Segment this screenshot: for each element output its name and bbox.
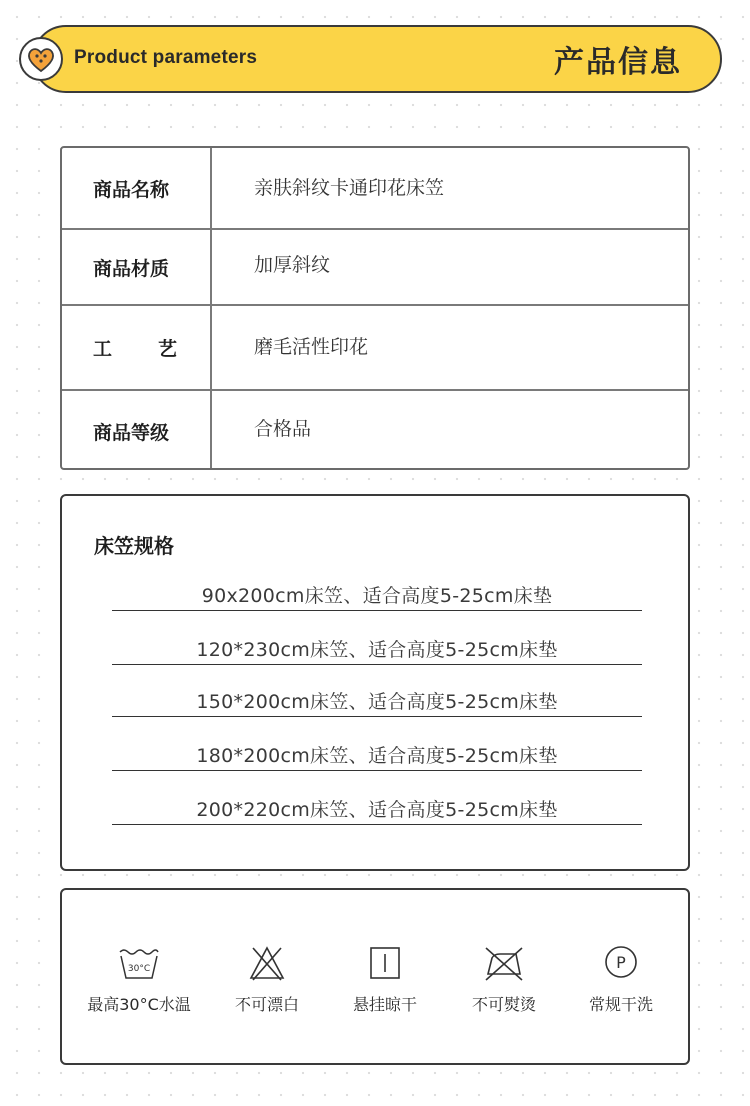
spec-text: 200*220cm床笠、适合高度5-25cm床垫 [196, 799, 558, 821]
param-table [60, 146, 690, 470]
spec-item [112, 635, 642, 665]
param-row-name [62, 148, 688, 230]
care-label: 最高30°C水温 [87, 995, 191, 1014]
care-label: 悬挂晾干 [352, 995, 417, 1014]
param-value: 加厚斜纹 [254, 253, 331, 276]
spec-item [112, 741, 642, 771]
care-item-dryclean [556, 944, 686, 1015]
spec-text: 120*230cm床笠、适合高度5-25cm床垫 [196, 639, 558, 661]
param-row-grade [62, 391, 688, 470]
param-value: 磨毛活性印花 [254, 336, 369, 358]
param-label: 商品等级 [62, 391, 212, 470]
header-banner [18, 25, 722, 93]
spec-item [112, 687, 642, 717]
care-item-iron [439, 944, 569, 1015]
param-label: 商品名称 [62, 148, 212, 228]
care-label: 不可熨烫 [471, 995, 536, 1014]
spec-text: 180*200cm床笠、适合高度5-25cm床垫 [196, 745, 558, 767]
no-bleach-icon [247, 944, 287, 984]
spec-item [112, 581, 642, 611]
care-panel [60, 888, 690, 1065]
hang-dry-icon [365, 944, 405, 984]
care-item-hang [320, 944, 450, 1015]
param-row-material [62, 230, 688, 306]
spec-title: 床笠规格 [94, 534, 174, 558]
care-item-wash [74, 944, 204, 1015]
spec-text: 90x200cm床笠、适合高度5-25cm床垫 [201, 585, 553, 607]
dry-clean-letter: P [616, 953, 626, 972]
dry-clean-p-icon [601, 944, 641, 984]
param-label [62, 306, 212, 389]
spec-item [112, 795, 642, 825]
care-label: 常规干洗 [588, 995, 653, 1014]
param-label: 商品材质 [62, 230, 212, 304]
wash-30c-icon [116, 944, 162, 984]
param-value: 亲肤斜纹卡通印花床笠 [254, 176, 445, 199]
wash-temp-text: 30°C [127, 964, 151, 974]
spec-panel [60, 494, 690, 871]
param-row-craft [62, 306, 688, 391]
heart-logo-icon [18, 36, 64, 82]
banner-title-en: Product parameters [74, 47, 258, 68]
param-value: 合格品 [254, 418, 312, 440]
param-label-char: 工 [93, 338, 113, 360]
no-iron-icon [482, 944, 526, 984]
param-label-char: 艺 [158, 338, 178, 360]
spec-text: 150*200cm床笠、适合高度5-25cm床垫 [196, 691, 558, 713]
care-item-bleach [202, 944, 332, 1015]
care-label: 不可漂白 [234, 995, 299, 1014]
banner-title-cn: 产品信息 [554, 45, 682, 80]
